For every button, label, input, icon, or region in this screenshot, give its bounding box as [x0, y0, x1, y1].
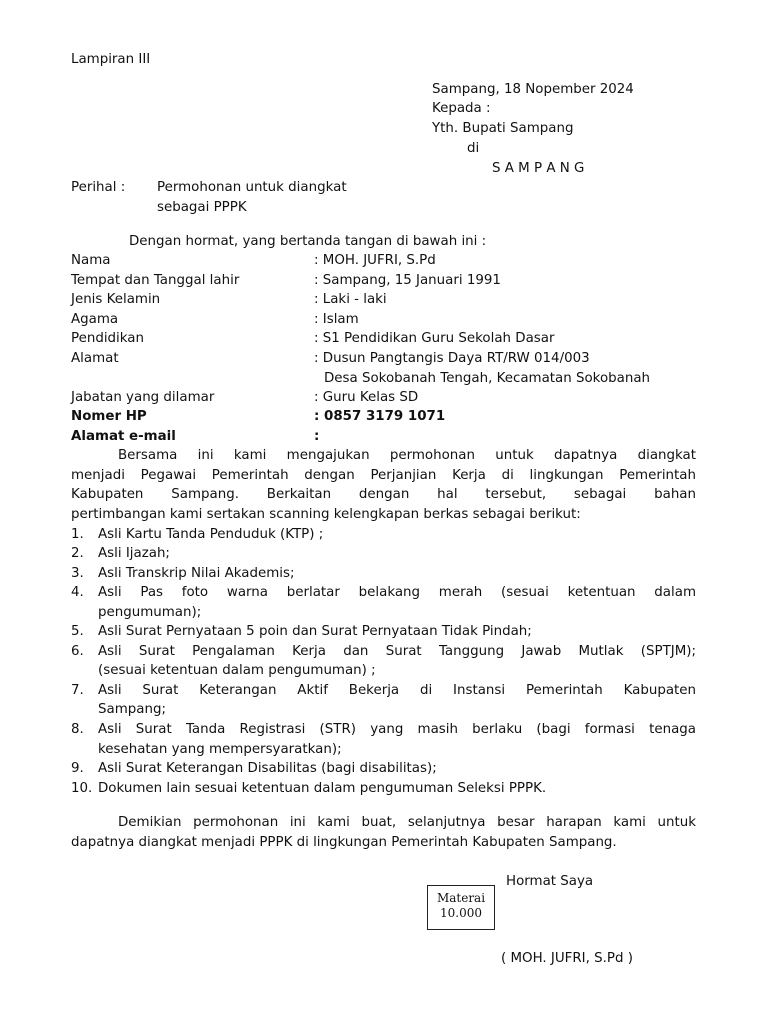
recipient-di: di — [467, 141, 480, 156]
list-item-number: 5. — [71, 624, 84, 639]
address-value-1: : Dusun Pangtangis Daya RT/RW 014/003 — [314, 351, 590, 366]
birth-value: : Sampang, 15 Januari 1991 — [314, 273, 501, 288]
list-item-text: Asli Surat Pernyataan 5 poin dan Surat Pernyataan Tidak Pindah; — [98, 624, 532, 639]
name-value: : MOH. JUFRI, S.Pd — [314, 253, 436, 268]
list-item-number: 10. — [71, 781, 93, 796]
gender-value: : Laki - laki — [314, 292, 387, 307]
body-line-1: Bersama ini kami mengajukan permohonan untuk dapatnya diangkat — [118, 448, 696, 463]
list-item-number: 7. — [71, 683, 84, 698]
education-label: Pendidikan — [71, 331, 144, 346]
stamp-line-1: Materai — [436, 891, 486, 905]
place-date: Sampang, 18 Nopember 2024 — [432, 82, 634, 97]
body-line-3: Kabupaten Sampang. Berkaitan dengan hal tersebut, sebagai bahan — [71, 487, 696, 502]
body-line-2: menjadi Pegawai Pemerintah dengan Perjanjian Kerja di lingkungan Pemerintah — [71, 468, 696, 483]
list-item-number: 3. — [71, 566, 84, 581]
name-label: Nama — [71, 253, 111, 268]
subject-line-2: sebagai PPPK — [157, 200, 247, 215]
address-value-2: Desa Sokobanah Tengah, Kecamatan Sokobanah — [324, 371, 651, 386]
subject-line-1: Permohonan untuk diangkat — [157, 180, 347, 195]
closing-line-2: dapatnya diangkat menjadi PPPK di lingkungan Pemerintah Kabupaten Sampang. — [71, 835, 617, 850]
list-item-text: Asli Surat Pengalaman Kerja dan Surat Tanggung Jawab Mutlak (SPTJM); — [98, 644, 696, 659]
list-item-text: (sesuai ketentuan dalam pengumuman) ; — [98, 663, 376, 678]
list-item-text: Asli Surat Keterangan Disabilitas (bagi disabilitas); — [98, 761, 437, 776]
regards: Hormat Saya — [506, 874, 594, 889]
stamp-line-2: 10.000 — [440, 906, 482, 920]
phone-value: : 0857 3179 1071 — [314, 409, 446, 424]
email-label: Alamat e-mail — [71, 429, 176, 444]
body-line-4: pertimbangan kami sertakan scanning kelengkapan berkas sebagai berikut: — [71, 507, 581, 522]
list-item-text: Asli Kartu Tanda Penduduk (KTP) ; — [98, 527, 324, 542]
subject-label: Perihal : — [71, 180, 126, 195]
list-item-text: Asli Surat Keterangan Aktif Bekerja di Instansi Pemerintah Kabupaten — [98, 683, 696, 698]
gender-label: Jenis Kelamin — [71, 292, 161, 307]
list-item-text: Asli Surat Tanda Registrasi (STR) yang masih berlaku (bagi formasi tenaga — [98, 722, 696, 737]
attachment-label: Lampiran III — [71, 52, 151, 67]
list-item-number: 4. — [71, 585, 84, 600]
greeting: Dengan hormat, yang bertanda tangan di bawah ini : — [129, 234, 487, 249]
recipient: Yth. Bupati Sampang — [432, 121, 574, 136]
closing-line-1: Demikian permohonan ini kami buat, selanjutnya besar harapan kami untuk — [118, 815, 696, 830]
list-item-number: 8. — [71, 722, 84, 737]
address-label: Alamat — [71, 351, 119, 366]
religion-label: Agama — [71, 312, 119, 327]
email-value: : — [314, 429, 320, 444]
list-item-number: 1. — [71, 527, 84, 542]
list-item-text: Sampang; — [98, 702, 166, 717]
list-item-text: pengumuman); — [98, 605, 202, 620]
stamp-box — [427, 885, 495, 930]
list-item-text: Dokumen lain sesuai ketentuan dalam pengumuman Seleksi PPPK. — [98, 781, 547, 796]
list-item-text: Asli Ijazah; — [98, 546, 170, 561]
birth-label: Tempat dan Tanggal lahir — [71, 273, 240, 288]
list-item-text: kesehatan yang mempersyaratkan); — [98, 742, 342, 757]
education-value: : S1 Pendidikan Guru Sekolah Dasar — [314, 331, 555, 346]
list-item-number: 2. — [71, 546, 84, 561]
list-item-number: 6. — [71, 644, 84, 659]
list-item-text: Asli Pas foto warna berlatar belakang merah (sesuai ketentuan dalam — [98, 585, 696, 600]
list-item-number: 9. — [71, 761, 84, 776]
position-value: : Guru Kelas SD — [314, 390, 419, 405]
list-item-text: Asli Transkrip Nilai Akademis; — [98, 566, 295, 581]
religion-value: : Islam — [314, 312, 359, 327]
to-label: Kepada : — [432, 101, 491, 116]
recipient-city: S A M P A N G — [492, 161, 585, 176]
signer-name: ( MOH. JUFRI, S.Pd ) — [501, 951, 633, 966]
phone-label: Nomer HP — [71, 409, 147, 424]
position-label: Jabatan yang dilamar — [71, 390, 215, 405]
